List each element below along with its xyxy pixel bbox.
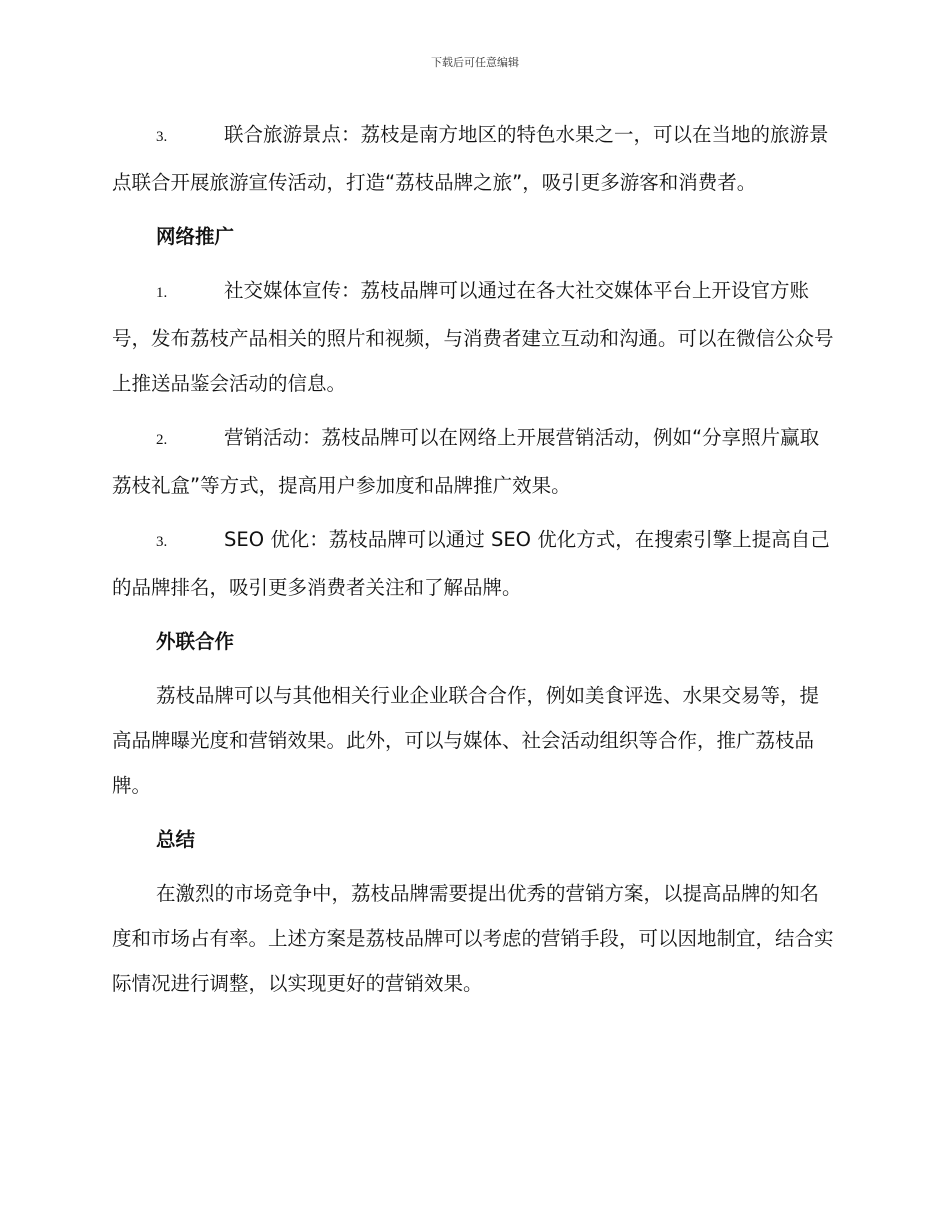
paragraph: 在激烈的市场竞争中，荔枝品牌需要提出优秀的营销方案，以提高品牌的知名度和市场占有率。上述方案是荔枝品牌可以考虑的营销手段，可以因地制宜，结合实际情况进行调整，以实现更好的营销效果。	[112, 882, 834, 995]
list-number: 3.	[156, 129, 168, 145]
list-number: 2.	[156, 432, 168, 448]
list-number: 3.	[156, 534, 168, 550]
section-heading-external-cooperation: 外联合作	[156, 630, 235, 653]
list-item	[112, 415, 834, 508]
list-number: 1.	[156, 285, 168, 301]
section-heading-online-promotion: 网络推广	[156, 225, 235, 248]
list-item-text: 社交媒体宣传：荔枝品牌可以通过在各大社交媒体平台上开设官方账号，发布荔枝产品相关的照片和视频，与消费者建立互动和沟通。可以在微信公众号上推送品鉴会活动的信息。	[112, 279, 834, 395]
paragraph: 荔枝品牌可以与其他相关行业企业联合合作，例如美食评选、水果交易等，提高品牌曝光度和营销效果。此外，可以与媒体、社会活动组织等合作，推广荔枝品牌。	[112, 684, 820, 797]
list-item-text: SEO 优化：荔枝品牌可以通过 SEO 优化方式，在搜索引擎上提高自己的品牌排名，吸引更多消费者关注和了解品牌。	[112, 528, 830, 599]
list-item	[112, 517, 834, 610]
list-item	[112, 112, 834, 205]
list-item	[112, 268, 834, 406]
page-header: 下载后可任意编辑	[431, 56, 519, 69]
document-body	[112, 112, 834, 1015]
list-item-text: 营销活动：荔枝品牌可以在网络上开展营销活动，例如“分享照片赢取荔枝礼盒”等方式，提高用户参加度和品牌推广效果。	[112, 426, 820, 497]
list-item-text: 联合旅游景点：荔枝是南方地区的特色水果之一，可以在当地的旅游景点联合开展旅游宣传活动，打造“荔枝品牌之旅”，吸引更多游客和消费者。	[112, 123, 829, 194]
section-heading-summary: 总结	[156, 828, 196, 851]
